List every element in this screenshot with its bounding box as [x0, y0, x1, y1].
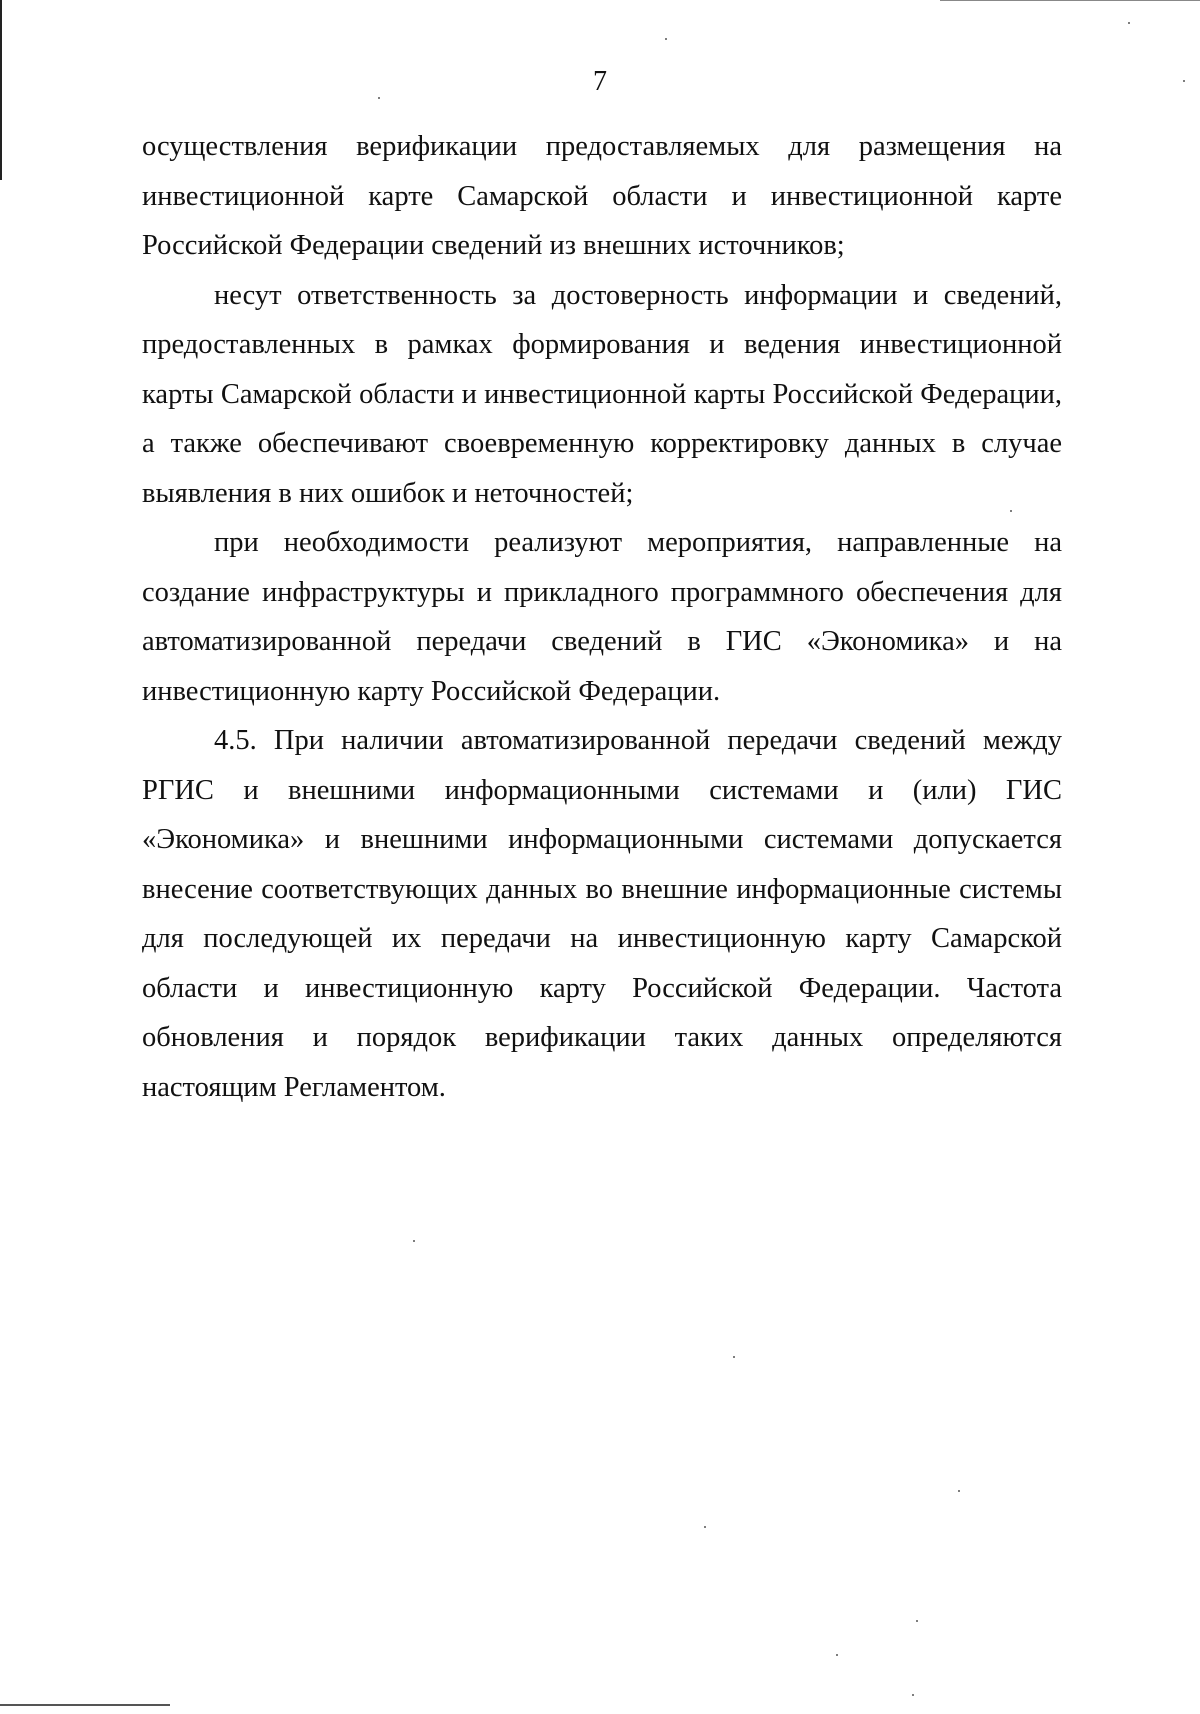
- paragraph-infrastructure: при необходимости реализуют мероприятия, направленные на создание инфраструктуры и прикладного программного обеспечения для автоматизированной передачи сведений в ГИС «Экономика» и на инвестиционную карту Российской Федерации.: [142, 527, 1062, 707]
- scan-speck: [912, 1694, 914, 1696]
- paragraph-continuation: осуществления верификации предоставляемых для размещения на инвестиционной карте Самарской области и инвестиционной карте Российской Федерации сведений из внешних источников;: [142, 131, 1062, 261]
- scan-speck: [836, 1654, 838, 1656]
- scan-speck: [916, 1620, 918, 1622]
- scan-speck: [958, 1490, 960, 1492]
- page-number: 7: [593, 66, 607, 97]
- paragraph-section-4-5: 4.5. При наличии автоматизированной передачи сведений между РГИС и внешними информационными системами и (или) ГИС «Экономика» и внешними информационными системами допускается внесение соответствующих данных во внешние информационные системы для последующей их передачи на инвестиционную карту Самарской области и инвестиционную карту Российской Федерации. Частота обновления и порядок верификации таких данных определяются настоящим Регламентом.: [142, 725, 1062, 1103]
- scan-speck: [665, 38, 667, 40]
- document-body: [142, 122, 1062, 1112]
- paragraph-responsibility: несут ответственность за достоверность информации и сведений, предоставленных в рамках формирования и ведения инвестиционной карты Самарской области и инвестиционной карты Российской Федерации, а также обеспечивают своевременную корректировку данных в случае выявления в них ошибок и неточностей;: [142, 279, 1062, 509]
- scan-speck: [704, 1526, 706, 1528]
- scan-line-artifact: [0, 1704, 170, 1706]
- scan-speck: [733, 1356, 735, 1358]
- scan-speck: [1128, 22, 1130, 24]
- scan-line-artifact: [940, 0, 1200, 1]
- scan-speck: [413, 1240, 415, 1242]
